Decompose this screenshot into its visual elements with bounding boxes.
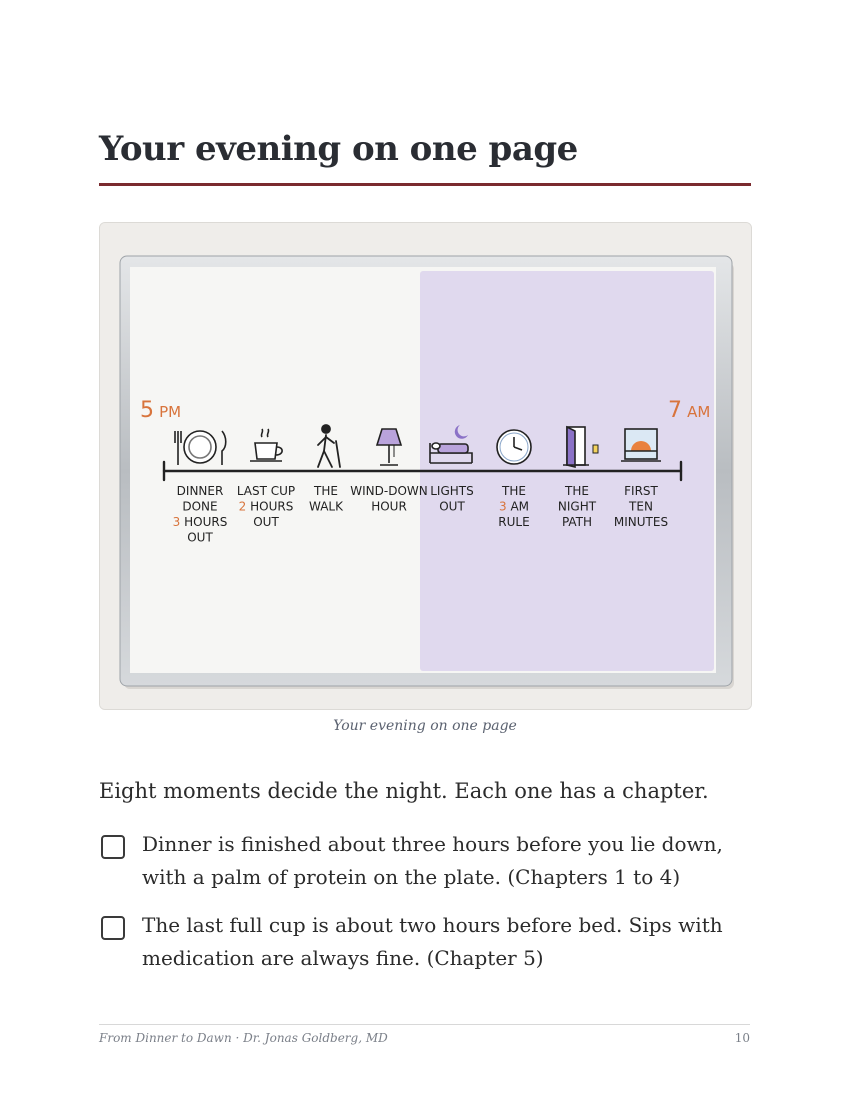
moment-label-text: DONE <box>182 499 218 514</box>
moment-label-line <box>313 484 338 498</box>
moment-label-text: PATH <box>561 515 593 529</box>
moment-label-text: OUT <box>187 530 213 545</box>
moment-label-line <box>439 500 465 514</box>
moment-label-text: RULE <box>498 515 530 529</box>
moment-label-line <box>501 484 526 498</box>
moment-label-text: THE <box>565 484 589 498</box>
moment-label-number: 2 <box>238 499 247 514</box>
footer-running-title: From Dinner to Dawn · Dr. Jonas Goldberg, MD <box>99 1031 388 1045</box>
moment-label-line <box>430 484 474 498</box>
moment-label-line <box>498 515 529 529</box>
end-time-number: 7 <box>668 398 682 423</box>
start-time-number: 5 <box>140 398 154 423</box>
moment-label-text: OUT <box>253 515 279 529</box>
page-title: Your evening on one page <box>99 129 578 169</box>
checklist-item-text: Dinner is finished about three hours before you lie down, with a palm of protein on the plate. (Chapters 1 to 4) <box>142 832 723 889</box>
lead-paragraph: Eight moments decide the night. Each one has a chapter. <box>99 779 709 803</box>
moment-label-line <box>173 515 228 529</box>
checklist-item <box>99 909 739 975</box>
moment-label-line <box>614 515 668 529</box>
clock-icon <box>497 430 531 464</box>
moment-label-text: NIGHT <box>557 499 597 514</box>
moment-label-line <box>624 484 658 498</box>
end-time-suffix: AM <box>687 403 711 421</box>
moment-label-text: HOURS <box>180 515 228 529</box>
moment-label-line <box>309 500 344 514</box>
checklist-item <box>99 828 739 894</box>
moment-label-text: THE <box>314 484 338 498</box>
moment-label-text: WIND-DOWN <box>350 484 428 498</box>
moment-label-line <box>187 531 213 545</box>
moment-label-line <box>628 500 653 514</box>
moment-label-number: 3 <box>172 515 181 529</box>
moment-label <box>498 484 529 529</box>
moment-label-text: DINNER <box>176 484 224 498</box>
moment-label-text: AM <box>506 499 530 514</box>
moment-label-line <box>350 484 427 498</box>
figure-caption: Your evening on one page <box>333 718 517 734</box>
moment-label-text: TEN <box>629 499 653 514</box>
moment-label-line <box>562 515 592 529</box>
moment-label-line <box>558 500 597 514</box>
sunrise-window-icon <box>621 429 661 461</box>
moment-label-number: 3 <box>498 499 507 514</box>
whiteboard-illustration <box>100 223 751 709</box>
checkbox[interactable] <box>101 835 125 859</box>
footer-rule <box>99 1024 750 1025</box>
moment-label-text: MINUTES <box>613 515 669 529</box>
moment-label-line <box>239 500 294 514</box>
moment-label-text: LIGHTS <box>430 484 474 498</box>
moment-label-text: LAST CUP <box>236 484 296 498</box>
start-time-suffix: PM <box>159 403 182 421</box>
moment-label-line <box>253 515 279 529</box>
moment-label-text: HOURS <box>246 499 294 514</box>
moment-label-line <box>182 500 217 514</box>
checklist <box>99 828 739 990</box>
page-number: 10 <box>734 1031 750 1045</box>
moment-label-line <box>499 500 529 514</box>
moment-label-text: WALK <box>309 499 343 514</box>
moment-label-line <box>237 484 295 498</box>
moment-label-text: HOUR <box>371 499 407 514</box>
moment-label-text: THE <box>502 484 526 498</box>
moment-label-text: OUT <box>439 499 465 514</box>
title-rule <box>99 183 751 186</box>
checkbox[interactable] <box>101 916 125 940</box>
moment-label-line <box>564 484 589 498</box>
moment-label-text: FIRST <box>624 484 658 498</box>
moment-label-line <box>371 500 407 514</box>
whiteboard-figure <box>99 222 752 710</box>
checklist-item-text: The last full cup is about two hours before bed. Sips with medication are always fine. (Chapter 5) <box>142 913 723 970</box>
moment-label-line <box>177 484 224 498</box>
